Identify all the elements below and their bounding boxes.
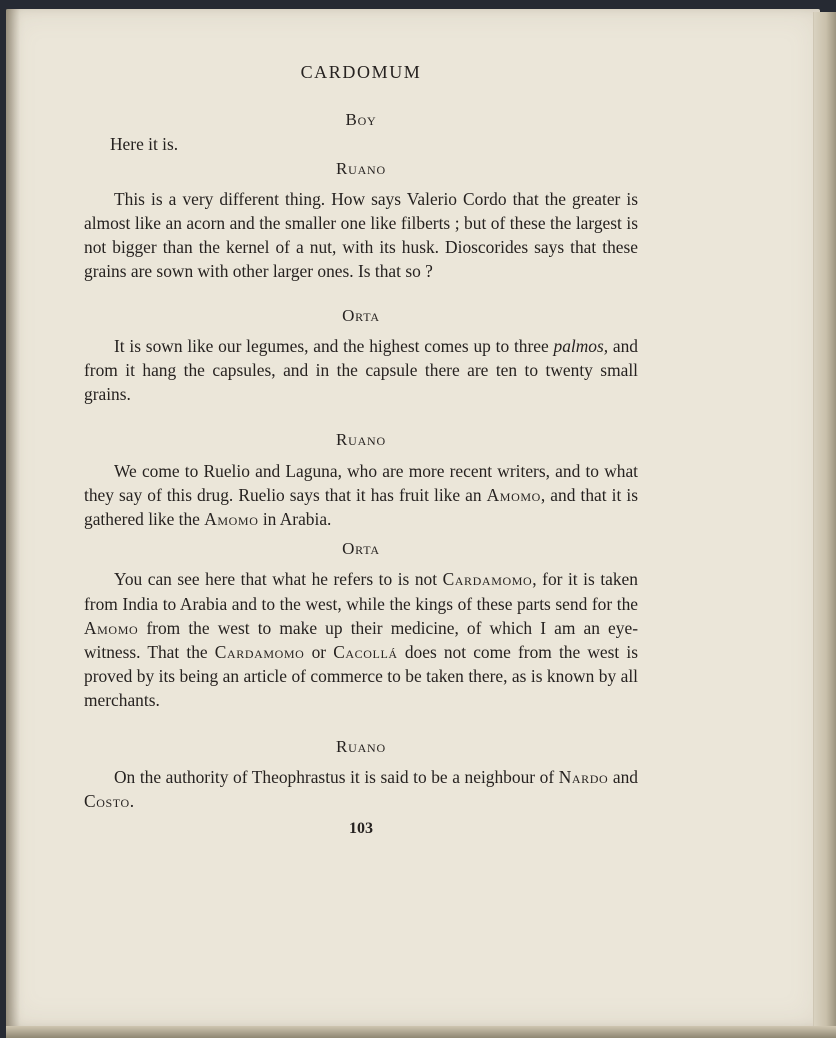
dialogue-paragraph: It is sown like our legumes, and the highest comes up to three palmos, and from it hang the capsules, and in the capsule there are ten to twenty small grains. bbox=[84, 335, 638, 405]
speaker-name: Ruano bbox=[335, 158, 386, 178]
page-edge-right bbox=[813, 12, 836, 1028]
drug-name: Amomo bbox=[84, 617, 139, 638]
dialogue-paragraph: Here it is. bbox=[110, 134, 179, 155]
page-text bbox=[84, 60, 638, 841]
page-number: 103 bbox=[349, 820, 373, 838]
speaker-name: Orta bbox=[342, 539, 380, 559]
speaker-name: Boy bbox=[345, 110, 377, 130]
dialogue-paragraph: You can see here that what he refers to is not Cardamomo, for it is taken from India to Arabia and to the west, while the kings of these parts send for the Amomo from the west to make up their medicine, of which I am an eye-witness. That the Cardamomo or Cacollá does not come from the west is proved by its being an article of commerce to be taken there, as is known by all merchants. bbox=[84, 569, 638, 711]
dialogue-paragraph: On the authority of Theophrastus it is said to be a neighbour of Nardo and Costo. bbox=[84, 766, 638, 812]
drug-name: Cardamomo bbox=[442, 569, 533, 590]
drug-name: Amomo bbox=[204, 509, 259, 530]
drug-name: Costo bbox=[84, 791, 130, 812]
running-head: CARDOMUM bbox=[300, 62, 422, 82]
italic-term: palmos, bbox=[553, 335, 609, 356]
drug-name: Amomo bbox=[486, 484, 541, 505]
speaker-name: Ruano bbox=[335, 736, 386, 756]
dialogue-paragraph: This is a very different thing. How says Valerio Cordo that the greater is almost like an acorn and the smaller one like filberts ; but of these the largest is not bigger than the kernel of a nut, with its husk. Dioscorides says that these grains are sown with other larger ones. Is that so ? bbox=[84, 188, 638, 282]
speaker-name: Orta bbox=[342, 305, 380, 325]
drug-name: Cardamomo bbox=[214, 642, 305, 663]
speaker-name: Ruano bbox=[335, 430, 386, 450]
page-edge-bottom bbox=[6, 1026, 836, 1038]
drug-name: Nardo bbox=[558, 766, 609, 787]
page-gutter-shadow bbox=[6, 9, 20, 1027]
dialogue-paragraph: We come to Ruelio and Laguna, who are more recent writers, and to what they say of this drug. Ruelio says that it has fruit like an Amomo, and that it is gathered like the Amomo in Arabia. bbox=[84, 460, 638, 530]
drug-name: Cacollá bbox=[333, 642, 398, 663]
